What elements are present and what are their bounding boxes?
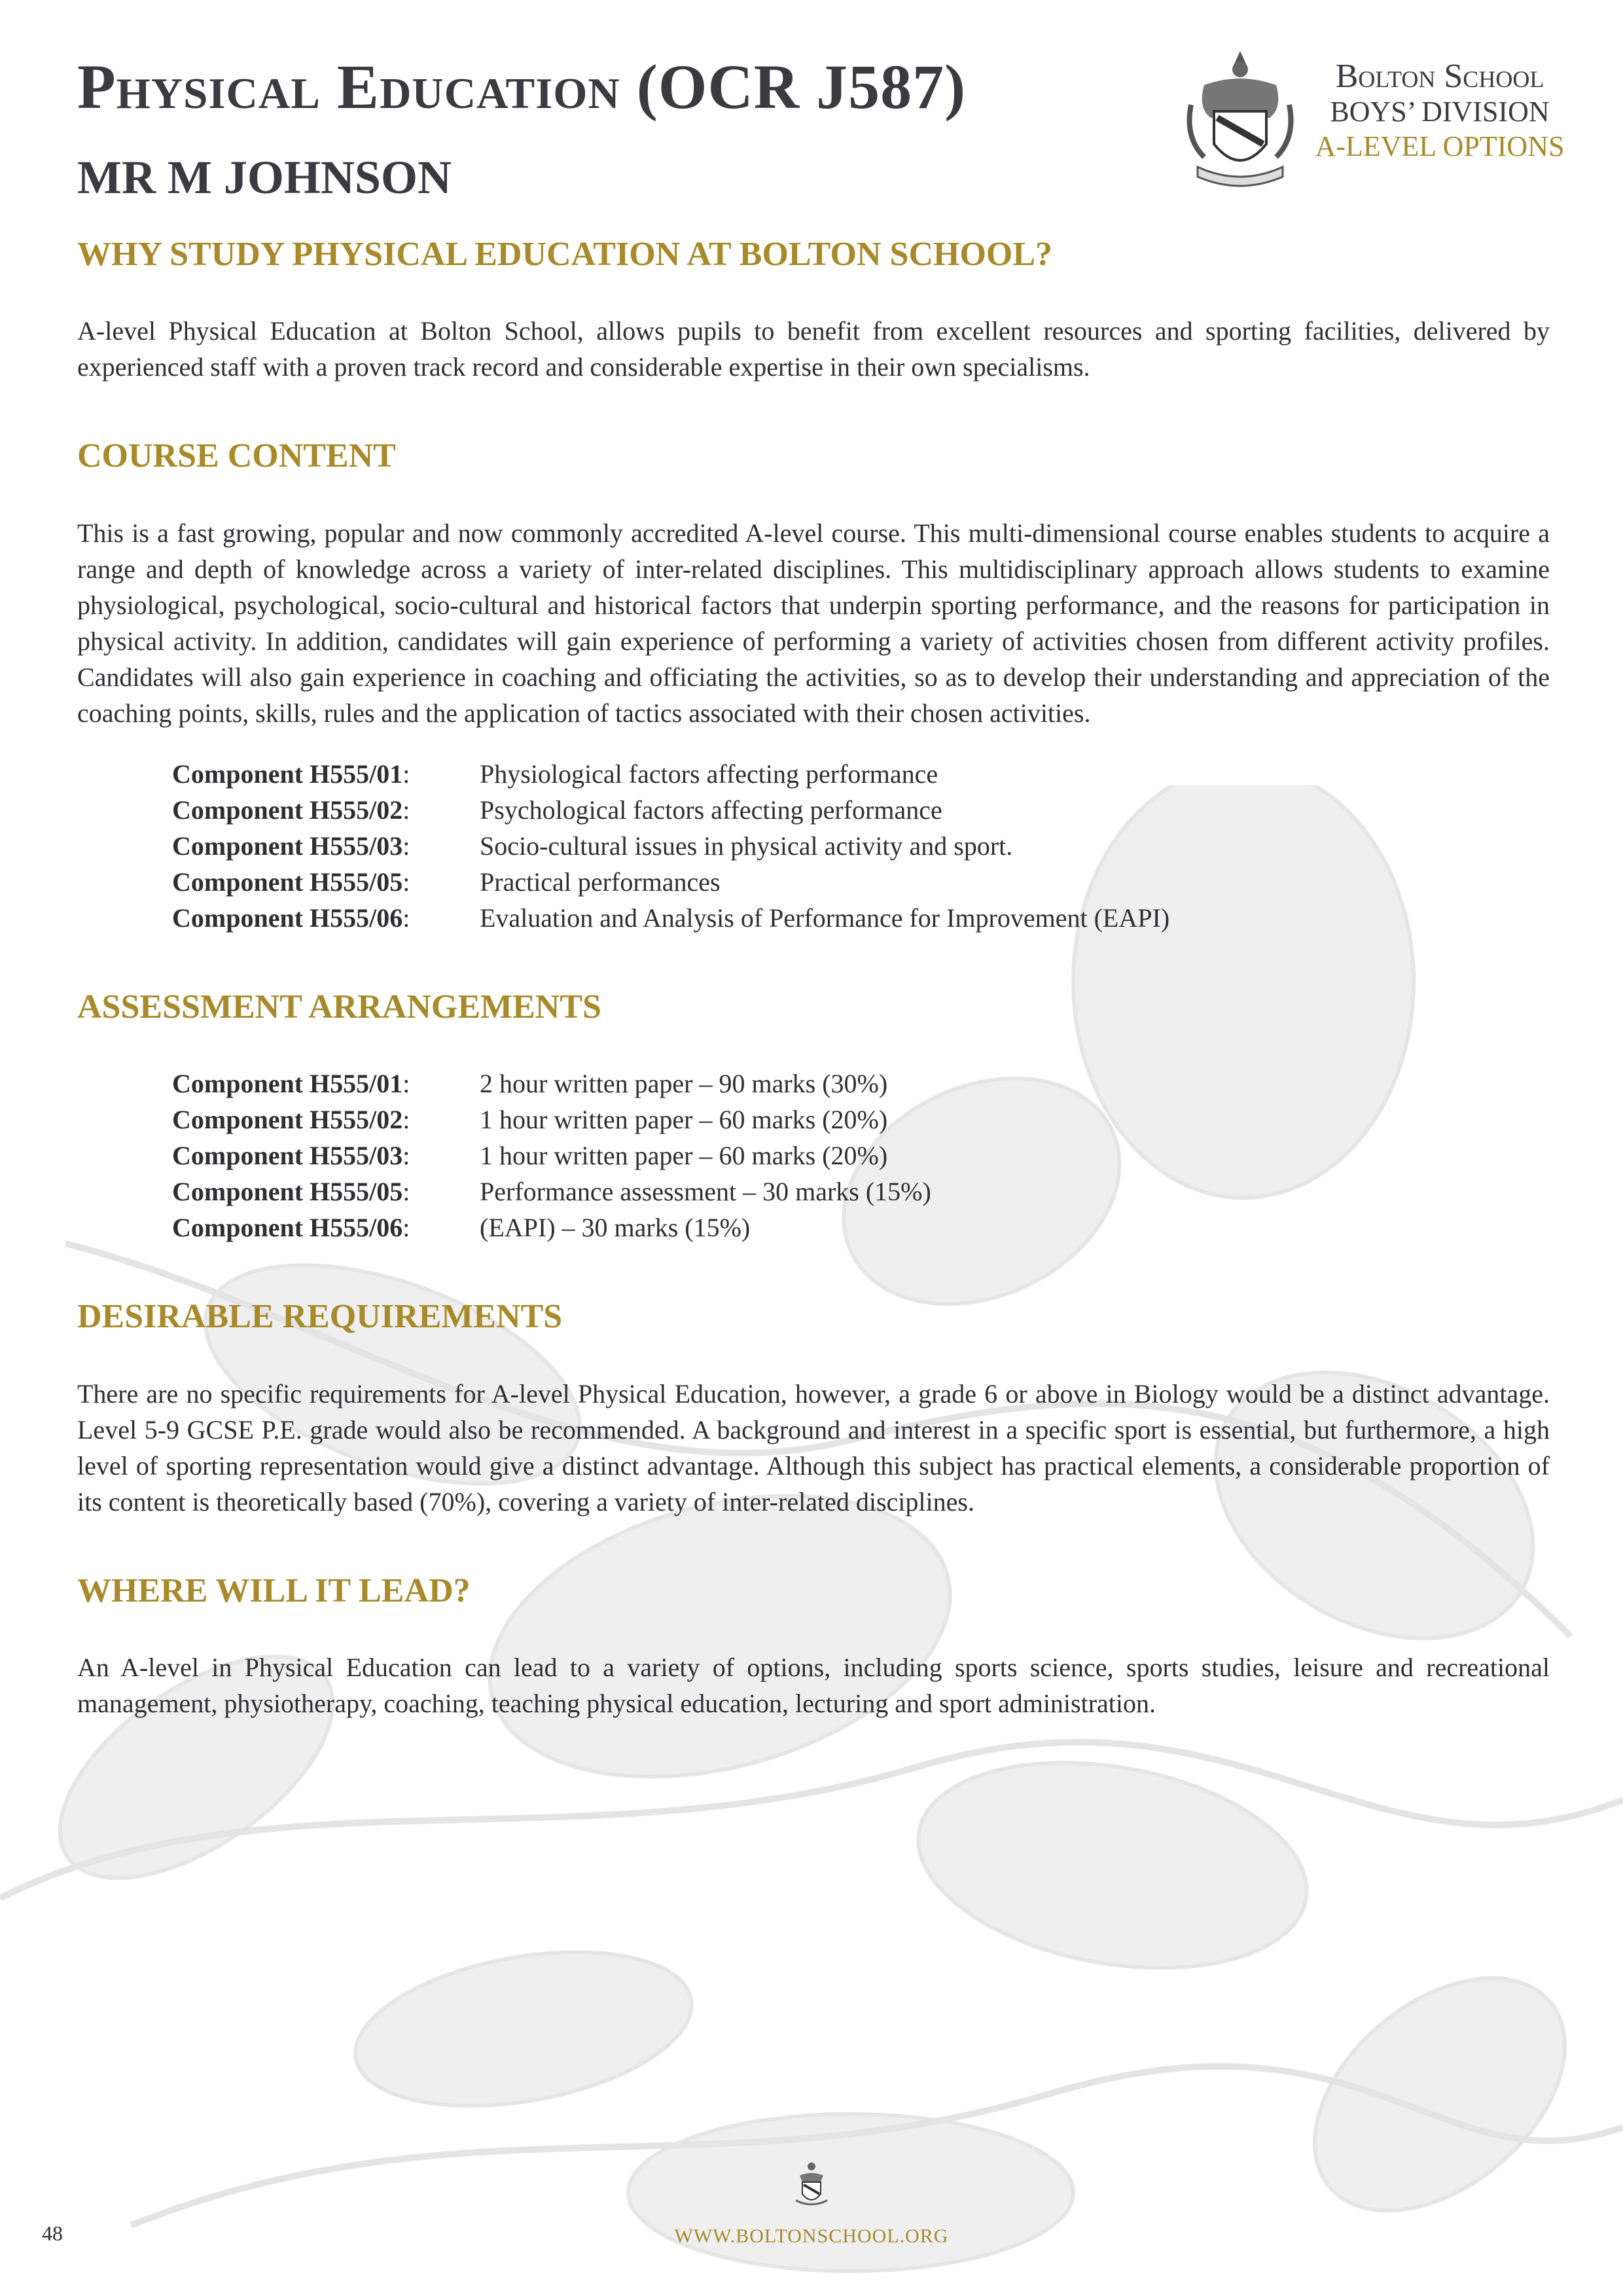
component-code: Component H555/01 — [172, 759, 403, 789]
component-code: Component H555/02 — [172, 795, 403, 825]
list-item: Component H555/03: 1 hour written paper – 60 marks (20%) — [172, 1138, 931, 1174]
teacher-name: MR M JOHNSON — [77, 151, 452, 204]
component-code: Component H555/03 — [172, 831, 403, 861]
component-description: 1 hour written paper – 60 marks (20%) — [480, 1141, 888, 1171]
component-description: 1 hour written paper – 60 marks (20%) — [480, 1105, 888, 1135]
component-code: Component H555/06 — [172, 1213, 403, 1243]
component-code: Component H555/06 — [172, 903, 403, 933]
paragraph-why-study: A-level Physical Education at Bolton School, allows pupils to benefit from excellent resources and sporting facilities, delivered by experienced staff with a proven track record and considerable expertise in their own specialisms. — [77, 316, 1550, 382]
footer-crest-icon — [791, 2160, 832, 2210]
school-options-label: A-LEVEL OPTIONS — [1315, 130, 1565, 162]
component-code: Component H555/02 — [172, 1105, 403, 1135]
school-division: BOYS’ DIVISION — [1330, 96, 1550, 128]
heading-assessment: ASSESSMENT ARRANGEMENTS — [77, 988, 601, 1026]
component-code: Component H555/03 — [172, 1141, 403, 1171]
heading-requirements: DESIRABLE REQUIREMENTS — [77, 1298, 563, 1336]
list-item: Component H555/06: (EAPI) – 30 marks (15%) — [172, 1210, 931, 1246]
course-components-table — [172, 756, 1169, 936]
assessment-components-table — [172, 1066, 931, 1246]
component-description: (EAPI) – 30 marks (15%) — [480, 1213, 751, 1243]
paragraph-requirements: There are no specific requirements for A-level Physical Education, however, a grade 6 or above in Biology would be a distinct advantage. Level 5-9 GCSE P.E. grade would also be recommended. A background and interest in a specific sport is essential, but furthermore, a high level of sporting representation would give a distinct advantage. Although this subject has practical elements, a considerable proportion of its content is theoretically based (70%), covering a variety of inter-related disciplines. — [77, 1378, 1550, 1516]
page-number: 48 — [42, 2221, 63, 2245]
heading-course-content: COURSE CONTENT — [77, 437, 396, 475]
footer-website-link[interactable]: WWW.BOLTONSCHOOL.ORG — [674, 2225, 949, 2247]
component-code: Component H555/05 — [172, 867, 403, 897]
component-description: Socio-cultural issues in physical activity and sport. — [480, 831, 1013, 861]
component-code: Component H555/05 — [172, 1177, 403, 1207]
component-code: Component H555/01 — [172, 1069, 403, 1099]
list-item: Component H555/01: 2 hour written paper – 90 marks (30%) — [172, 1066, 931, 1102]
component-description: Psychological factors affecting performance — [480, 795, 942, 825]
school-crest-logo — [1178, 46, 1302, 196]
list-item: Component H555/02: 1 hour written paper – 60 marks (20%) — [172, 1102, 931, 1138]
component-description: Evaluation and Analysis of Performance for Improvement (EAPI) — [480, 903, 1170, 933]
heading-why-study: WHY STUDY PHYSICAL EDUCATION AT BOLTON SCHOOL? — [77, 236, 1053, 273]
list-item: Component H555/05: Performance assessment – 30 marks (15%) — [172, 1174, 931, 1210]
paragraph-where-lead: An A-level in Physical Education can lead to a variety of options, including sports science, sports studies, leisure and recreational management, physiotherapy, coaching, teaching physical education, lecturing and sport administration. — [77, 1652, 1550, 1718]
list-item: Component H555/06: Evaluation and Analysis of Performance for Improvement (EAPI) — [172, 900, 1169, 936]
school-name: Bolton School — [1335, 58, 1544, 95]
school-branding — [1309, 58, 1571, 164]
list-item: Component H555/05: Practical performances — [172, 864, 1169, 900]
heading-where-lead: WHERE WILL IT LEAD? — [77, 1571, 471, 1609]
list-item: Component H555/03: Socio-cultural issues in physical activity and sport. — [172, 828, 1169, 864]
main-content — [77, 234, 1550, 1721]
component-description: Practical performances — [480, 867, 721, 897]
page-title: Physical Education (OCR J587) — [77, 52, 967, 122]
paragraph-course-content: This is a fast growing, popular and now commonly accredited A-level course. This multi-dimensional course enables students to acquire a range and depth of knowledge across a variety of inter-related disciplines. This multidisciplinary approach allows students to examine physiological, psychological, socio-cultural and historical factors that underpin sporting performance, and the reasons for participation in physical activity. In addition, candidates will gain experience of performing a variety of activities chosen from different activity profiles. Candidates will also gain experience in coaching and officiating the activities, so as to develop their understanding and appreciation of the coaching points, skills, rules and the application of tactics associated with their chosen activities. — [77, 518, 1550, 728]
list-item: Component H555/01: Physiological factors affecting performance — [172, 756, 1169, 792]
list-item: Component H555/02: Psychological factors affecting performance — [172, 792, 1169, 828]
component-description: Performance assessment – 30 marks (15%) — [480, 1177, 931, 1207]
component-description: Physiological factors affecting performance — [480, 759, 938, 789]
component-description: 2 hour written paper – 90 marks (30%) — [480, 1069, 888, 1099]
